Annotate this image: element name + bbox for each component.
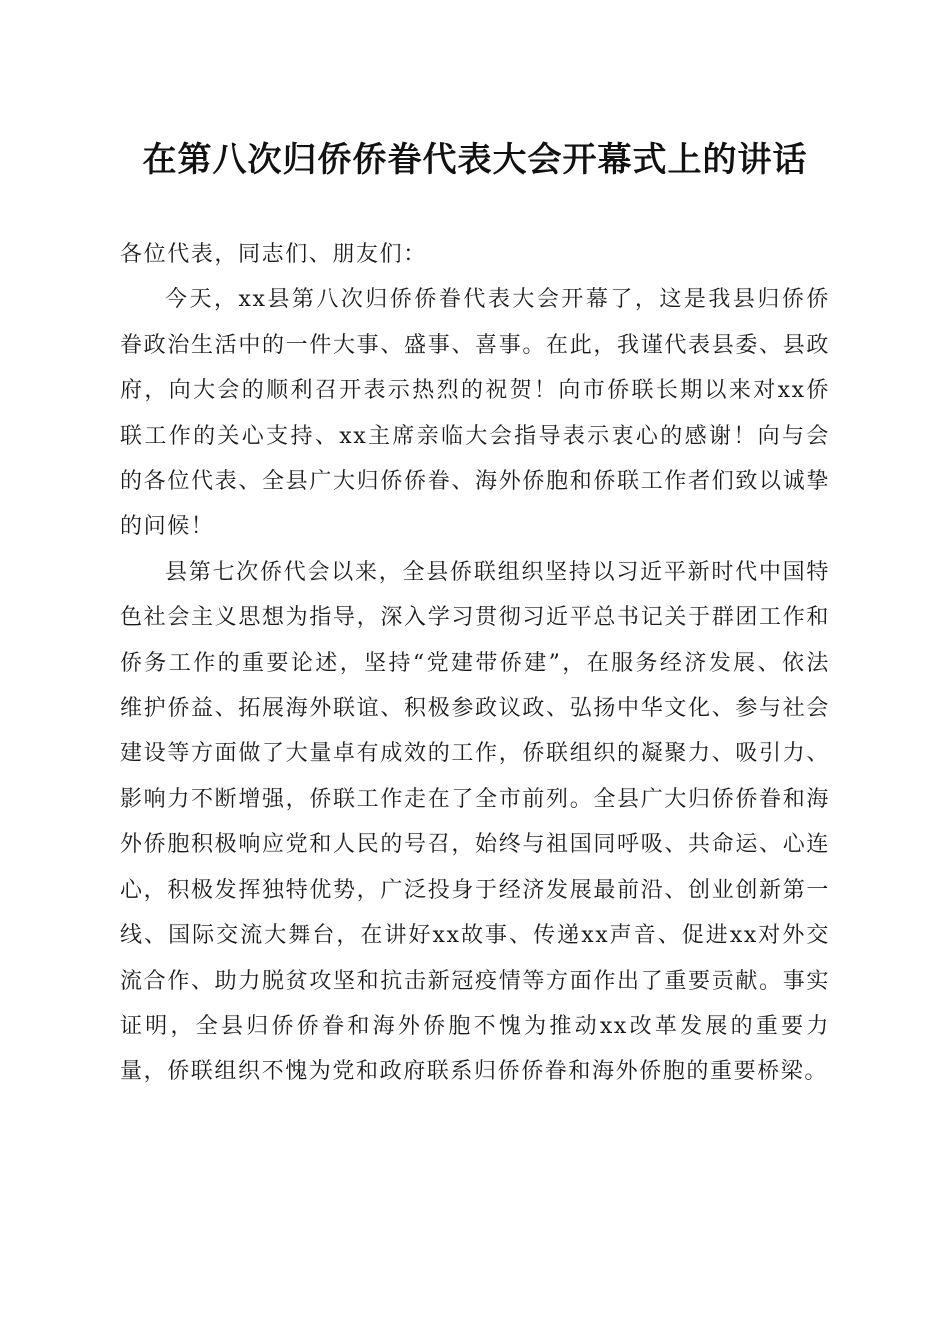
document-title: 在第八次归侨侨眷代表大会开幕式上的讲话	[142, 140, 808, 180]
paragraph-achievements: 县第七次侨代会以来，全县侨联组织坚持以习近平新时代中国特色社会主义思想为指导，深入学习贯彻习近平总书记关于群团工作和侨务工作的重要论述，坚持“党建带侨建”，在服务经济发展、依法维护侨益、拓展海外联谊、积极参政议政、弘扬中华文化、参与社会建设等方面做了大量卓有成效的工作，侨联组织的凝聚力、吸引力、影响力不断增强，侨联工作走在了全市前列。全县广大归侨侨眷和海外侨胞积极响应党和人民的号召，始终与祖国同呼吸、共命运、心连心，积极发挥独特优势，广泛投身于经济发展最前沿、创业创新第一线、国际交流大舞台，在讲好xx故事、传递xx声音、促进xx对外交流合作、助力脱贫攻坚和抗击新冠疫情等方面作出了重要贡献。事实证明，全县归侨侨眷和海外侨胞不愧为推动xx改革发展的重要力量，侨联组织不愧为党和政府联系归侨侨眷和海外侨胞的重要桥梁。	[120, 559, 830, 1085]
document-body	[120, 232, 830, 1095]
greeting-line: 各位代表，同志们、朋友们：	[120, 242, 427, 267]
paragraph-opening: 今天，xx县第八次归侨侨眷代表大会开幕了，这是我县归侨侨眷政治生活中的一件大事、盛事、喜事。在此，我谨代表县委、县政府，向大会的顺利召开表示热烈的祝贺！向市侨联长期以来对xx侨联工作的关心支持、xx主席亲临大会指导表示衷心的感谢！向与会的各位代表、全县广大归侨侨眷、海外侨胞和侨联工作者们致以诚挚的问候！	[120, 287, 830, 540]
